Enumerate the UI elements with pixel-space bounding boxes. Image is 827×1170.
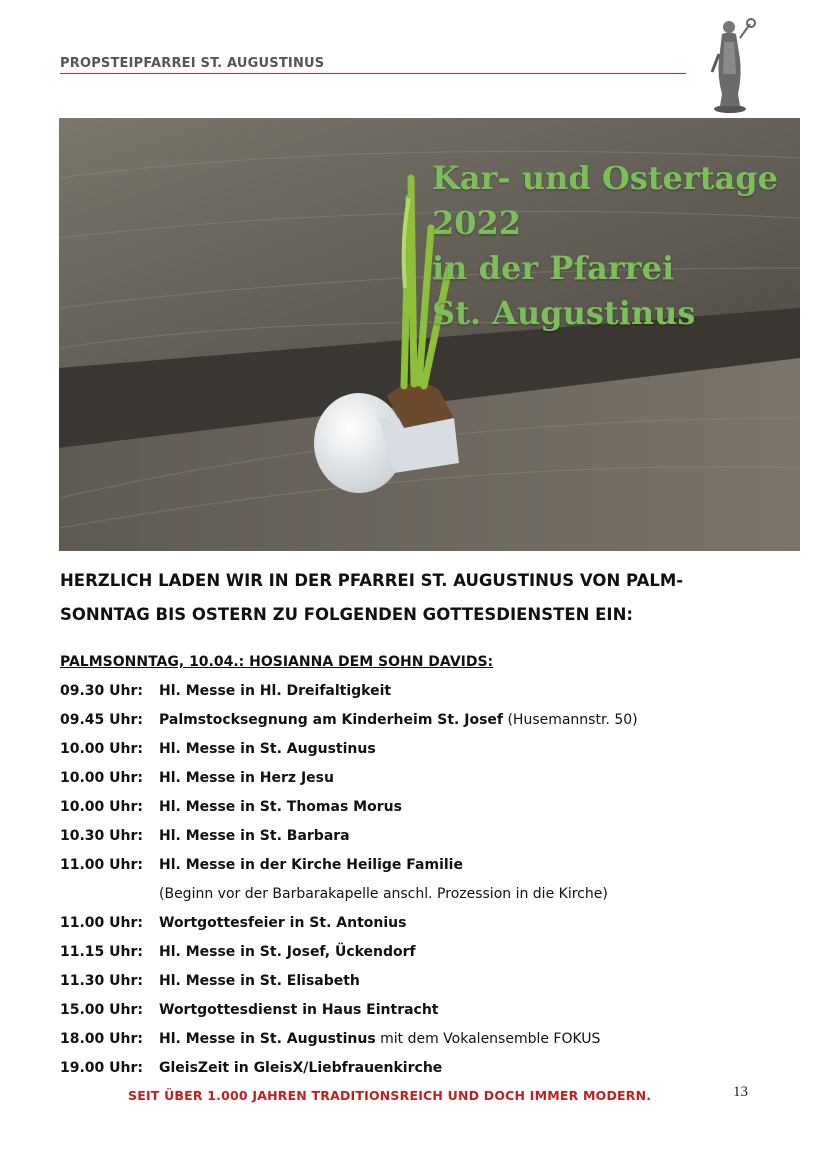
header-rule bbox=[60, 73, 686, 74]
schedule-description bbox=[159, 971, 360, 991]
schedule-row bbox=[60, 971, 760, 1000]
intro-text: HERZLICH LADEN WIR IN DER PFARREI ST. AUGUSTINUS VON PALM-SONNTAG BIS OSTERN ZU FOLGENDEN GOTTESDIENSTEN EIN: bbox=[60, 571, 684, 624]
schedule-text: Hl. Messe in St. Elisabeth bbox=[159, 973, 360, 989]
schedule-text: Hl. Messe in Hl. Dreifaltigkeit bbox=[159, 683, 392, 699]
schedule-time: 18.00 Uhr: bbox=[60, 1031, 143, 1047]
schedule-time: 10.00 Uhr: bbox=[60, 770, 143, 786]
schedule-time: 09.30 Uhr: bbox=[60, 683, 143, 699]
hero-title-line: 2022 bbox=[432, 204, 522, 242]
schedule-description bbox=[159, 681, 391, 701]
schedule-time: 19.00 Uhr: bbox=[60, 1060, 143, 1076]
schedule-description bbox=[159, 710, 638, 730]
schedule-extra: mit dem Vokalensemble FOKUS bbox=[375, 1031, 601, 1047]
schedule-row bbox=[60, 681, 760, 710]
schedule-row bbox=[60, 942, 760, 971]
schedule-time: 10.00 Uhr: bbox=[60, 799, 143, 815]
schedule-time: 11.00 Uhr: bbox=[60, 857, 143, 873]
schedule-text: Hl. Messe in St. Augustinus bbox=[159, 1031, 376, 1047]
hero-image bbox=[59, 118, 800, 551]
schedule-text: Hl. Messe in Herz Jesu bbox=[159, 770, 334, 786]
schedule-description bbox=[159, 942, 416, 962]
schedule-description bbox=[159, 768, 334, 788]
schedule-time: 09.45 Uhr: bbox=[60, 712, 143, 728]
schedule-time: 10.00 Uhr: bbox=[60, 741, 143, 757]
schedule-extra: (Beginn vor der Barbarakapelle anschl. Prozession in die Kirche) bbox=[159, 886, 608, 902]
hero-title bbox=[432, 156, 792, 336]
schedule-description bbox=[159, 913, 406, 933]
schedule-row bbox=[60, 826, 760, 855]
schedule-row bbox=[60, 1058, 760, 1087]
section-heading: PALMSONNTAG, 10.04.: HOSIANNA DEM SOHN DAVIDS: bbox=[60, 654, 494, 670]
schedule-description bbox=[159, 855, 463, 875]
schedule-text: Palmstocksegnung am Kinderheim St. Josef bbox=[159, 712, 503, 728]
schedule-time: 11.15 Uhr: bbox=[60, 944, 143, 960]
schedule-row-note bbox=[60, 884, 760, 913]
page-number: 13 bbox=[733, 1084, 748, 1100]
hero-title-line: Kar- und Ostertage bbox=[432, 159, 779, 197]
schedule-description bbox=[159, 797, 402, 817]
schedule-row bbox=[60, 1000, 760, 1029]
header-title: PROPSTEIPFARREI ST. AUGUSTINUS bbox=[60, 56, 325, 71]
schedule-text: Hl. Messe in St. Josef, Ückendorf bbox=[159, 944, 416, 960]
schedule-row bbox=[60, 768, 760, 797]
schedule-time: 15.00 Uhr: bbox=[60, 1002, 143, 1018]
schedule-time: 10.30 Uhr: bbox=[60, 828, 143, 844]
schedule-list bbox=[60, 681, 760, 1087]
footer-slogan: SEIT ÜBER 1.000 JAHREN TRADITIONSREICH UND DOCH IMMER MODERN. bbox=[128, 1088, 652, 1103]
schedule-description bbox=[159, 884, 608, 904]
schedule-text: Hl. Messe in St. Barbara bbox=[159, 828, 350, 844]
schedule-description bbox=[159, 1000, 439, 1020]
schedule-description bbox=[159, 826, 350, 846]
schedule-row bbox=[60, 739, 760, 768]
schedule-text: GleisZeit in GleisX/Liebfrauenkirche bbox=[159, 1060, 443, 1076]
schedule-row bbox=[60, 797, 760, 826]
schedule-text: Hl. Messe in der Kirche Heilige Familie bbox=[159, 857, 463, 873]
saint-statue-icon bbox=[700, 14, 760, 114]
hero-title-line: St. Augustinus bbox=[432, 294, 696, 332]
schedule-text: Wortgottesfeier in St. Antonius bbox=[159, 915, 407, 931]
schedule-description bbox=[159, 1058, 442, 1078]
schedule-row bbox=[60, 913, 760, 942]
hero-title-line: in der Pfarrei bbox=[432, 249, 675, 287]
schedule-time: 11.30 Uhr: bbox=[60, 973, 143, 989]
schedule-text: Hl. Messe in St. Augustinus bbox=[159, 741, 376, 757]
schedule-row bbox=[60, 855, 760, 884]
schedule-row bbox=[60, 1029, 760, 1058]
schedule-time: 11.00 Uhr: bbox=[60, 915, 143, 931]
schedule-description bbox=[159, 1029, 600, 1049]
schedule-text: Wortgottesdienst in Haus Eintracht bbox=[159, 1002, 439, 1018]
schedule-extra: (Husemannstr. 50) bbox=[503, 712, 638, 728]
schedule-row bbox=[60, 710, 760, 739]
schedule-description bbox=[159, 739, 376, 759]
schedule-text: Hl. Messe in St. Thomas Morus bbox=[159, 799, 402, 815]
